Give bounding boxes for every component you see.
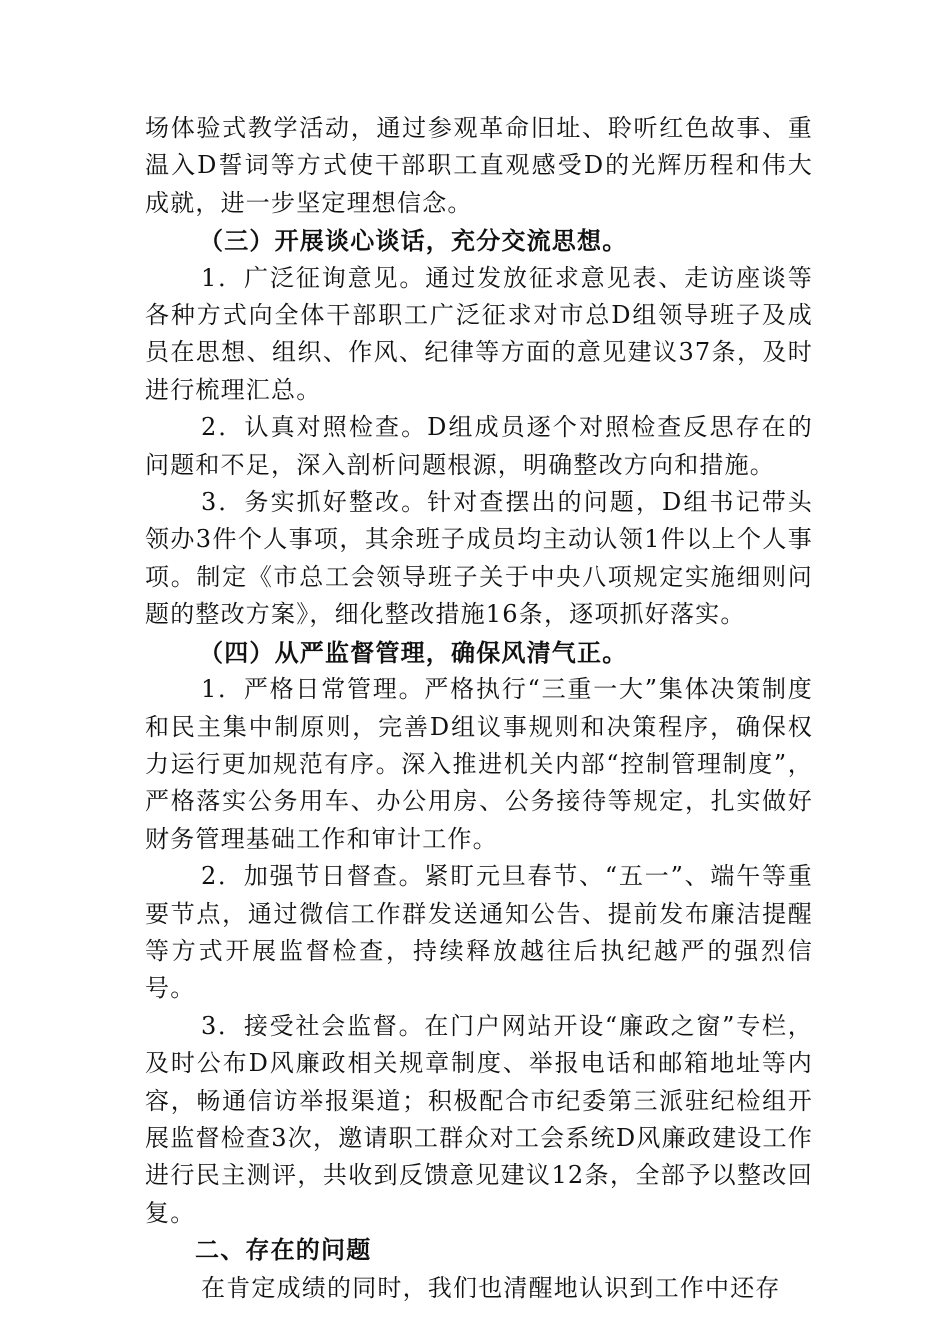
body-paragraph: 2．认真对照检查。D组成员逐个对照检查反思存在的问题和不足，深入剖析问题根源，明确整改方向和措施。 xyxy=(145,413,813,479)
body-paragraph: 3．务实抓好整改。针对查摆出的问题，D组书记带头领办3件个人事项，其余班子成员均主动认领1件以上个人事项。制定《市总工会领导班子关于中央八项规定实施细则问题的整改方案》，细化整改措施16条，逐项抓好落实。 xyxy=(145,488,813,629)
body-paragraph: 1．广泛征询意见。通过发放征求意见表、走访座谈等各种方式向全体干部职工广泛征求对市总D组领导班子及成员在思想、组织、作风、纪律等方面的意见建议37条，及时进行梳理汇总。 xyxy=(145,263,813,404)
body-paragraph: 3．接受社会监督。在门户网站开设“廉政之窗”专栏，及时公布D风廉政相关规章制度、举报电话和邮箱地址等内容，畅通信访举报渠道；积极配合市纪委第三派驻纪检组开展监督检查3次，邀请职工群众对工会系统D风廉政建设工作进行民主测评，共收到反馈意见建议12条，全部予以整改回复。 xyxy=(145,1011,813,1227)
body-paragraph: 在肯定成绩的同时，我们也清醒地认识到工作中还存 xyxy=(201,1273,781,1302)
body-paragraph: 场体验式教学活动，通过参观革命旧址、聆听红色故事、重温入D誓词等方式使干部职工直观感受D的光辉历程和伟大成就，进一步坚定理想信念。 xyxy=(145,114,813,217)
body-paragraph: 2．加强节日督查。紧盯元旦春节、“五一”、端午等重要节点，通过微信工作群发送通知公告、提前发布廉洁提醒等方式开展监督检查，持续释放越往后执纪越严的强烈信号。 xyxy=(145,862,813,1003)
document-body xyxy=(145,110,813,1307)
body-paragraph: 1．严格日常管理。严格执行“三重一大”集体决策制度和民主集中制原则，完善D组议事规则和决策程序，确保权力运行更加规范有序。深入推进机关内部“控制管理制度”，严格落实公务用车、办公用房、公务接待等规定，扎实做好财务管理基础工作和审计工作。 xyxy=(145,675,813,853)
subsection-heading: （四）从严监督管理，确保风清气正。 xyxy=(199,637,628,667)
subsection-heading: （三）开展谈心谈话，充分交流思想。 xyxy=(199,226,628,256)
section-heading: 二、存在的问题 xyxy=(195,1236,372,1265)
